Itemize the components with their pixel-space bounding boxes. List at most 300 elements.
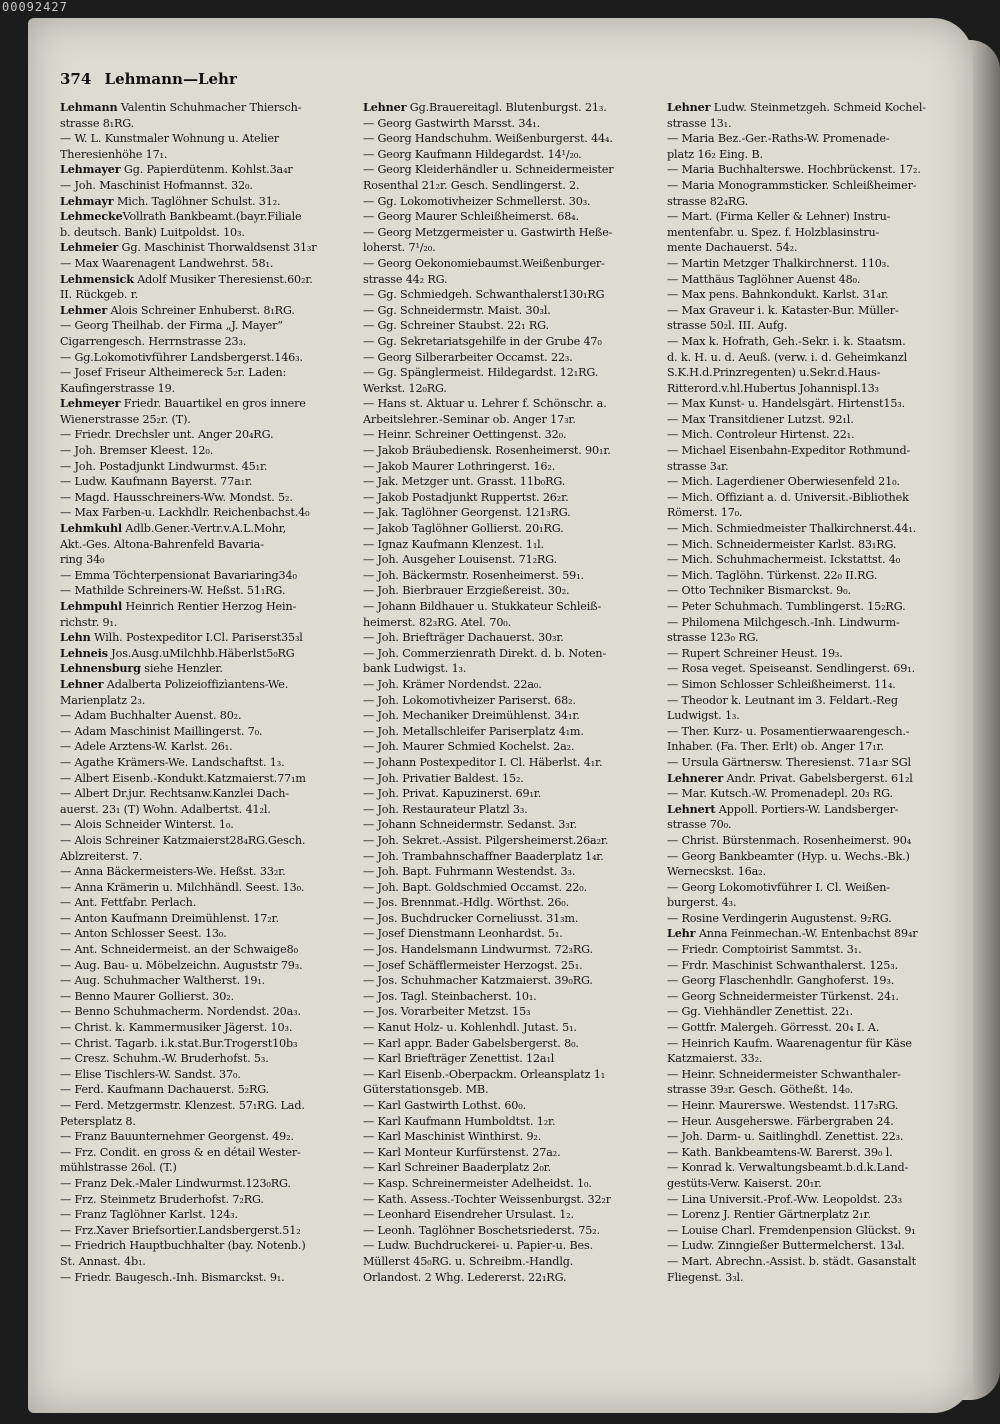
entry-text: — Max Kunst- u. Handelsgärt. Hirtenst15₃. xyxy=(667,397,906,411)
directory-entry-line xyxy=(60,583,355,599)
entry-text: Römerst. 17₀. xyxy=(667,506,743,520)
directory-entry-line xyxy=(60,427,355,443)
entry-text: — Adam Buchhalter Auenst. 80₂. xyxy=(60,709,242,723)
entry-text: — Johann Bildhauer u. Stukkateur Schleiß- xyxy=(363,600,602,613)
directory-entry-line xyxy=(667,802,954,818)
directory-entry-line xyxy=(60,240,355,256)
directory-entry-line xyxy=(667,505,954,521)
entry-text: — Georg Silberarbeiter Occamst. 22₃. xyxy=(363,350,573,364)
directory-entry-line xyxy=(60,459,355,475)
entry-text: — Alois Schreiner Katzmaierst28₄RG.Gesch. xyxy=(60,833,306,847)
entry-text: — Maria Bez.-Ger.-Raths-W. Promenade- xyxy=(667,132,890,146)
entry-text: — Mathilde Schreiners-W. Heßst. 51₁RG. xyxy=(60,584,286,598)
directory-entry-line xyxy=(667,1145,954,1161)
entry-text: St. Annast. 4b₁. xyxy=(60,1254,146,1268)
entry-text: — Agathe Krämers-We. Landschaftst. 1₃. xyxy=(60,755,285,769)
directory-entry-line xyxy=(667,381,954,397)
directory-entry-line xyxy=(60,178,355,194)
entry-text: — Karl appr. Bader Gabelsbergerst. 8₀. xyxy=(363,1036,579,1050)
entry-text: — Georg Bankbeamter (Hyp. u. Wechs.-Bk.) xyxy=(667,849,910,863)
directory-entry-line xyxy=(60,131,355,147)
entry-text: — Josef Friseur Altheimereck 5₂r. Laden: xyxy=(60,366,287,380)
directory-entry-line xyxy=(363,583,660,599)
directory-entry-line xyxy=(667,973,954,989)
entry-text: — Georg Maurer Schleißheimerst. 68₄. xyxy=(363,210,579,224)
entry-text: Gg.Brauereitagl. Blutenburgst. 21₃. xyxy=(406,101,607,114)
directory-entry-line xyxy=(60,926,355,942)
directory-entry-line xyxy=(363,942,660,958)
directory-entry-line xyxy=(667,911,954,927)
entry-text: — Joh. Maschinist Hofmannst. 32₀. xyxy=(60,178,253,192)
directory-entry-line xyxy=(60,162,355,178)
directory-entry-line xyxy=(667,817,954,833)
entry-text: — Gg. Spänglermeist. Hildegardst. 12₁RG. xyxy=(363,366,599,380)
directory-entry-line xyxy=(363,1176,660,1192)
directory-entry-line xyxy=(363,1020,660,1036)
directory-entry-line xyxy=(60,849,355,865)
entry-text: — Benno Schuhmacherm. Nordendst. 20a₃. xyxy=(60,1005,301,1019)
surname-heading: Lehnerer xyxy=(667,770,724,785)
entry-text: — Anna Bäckermeisters-We. Heßst. 33₂r. xyxy=(60,865,286,879)
entry-text: — Joh. Krämer Nordendst. 22a₀. xyxy=(363,677,542,691)
entry-text: — Joh. Privatier Baldest. 15₂. xyxy=(363,771,524,785)
entry-text: — Anna Krämerin u. Milchhändl. Seest. 13₀. xyxy=(60,880,305,894)
entry-text: — Joh. Sekret.-Assist. Pilgersheimerst.26a₂r. xyxy=(363,833,609,847)
entry-text: Gg. Papierdütenm. Kohlst.3a₄r xyxy=(120,163,293,177)
directory-entry-line xyxy=(667,771,954,787)
entry-text: — Jos. Vorarbeiter Metzst. 15₃ xyxy=(363,1005,531,1019)
entry-text: — Max Waarenagent Landwehrst. 58₁. xyxy=(60,256,274,270)
entry-text: — Joh. Briefträger Dachauerst. 30₃r. xyxy=(363,631,564,645)
entry-text: — Lorenz J. Rentier Gärtnerplatz 2₁r. xyxy=(667,1208,871,1222)
directory-entry-line xyxy=(363,1192,660,1208)
entry-text: — Georg Theilhab. der Firma „J. Mayer“ xyxy=(60,319,283,333)
directory-entry-line xyxy=(667,693,954,709)
entry-text: ring 34₀ xyxy=(60,553,105,567)
directory-entry-line xyxy=(363,615,660,631)
entry-text: — Karl Monteur Kurfürstenst. 27a₂. xyxy=(363,1145,561,1159)
entry-text: — Peter Schuhmach. Tumblingerst. 15₂RG. xyxy=(667,600,906,613)
entry-text: — Heur. Ausgeherswe. Färbergraben 24. xyxy=(667,1114,894,1128)
directory-entry-line xyxy=(667,194,954,210)
directory-entry-line xyxy=(363,521,660,537)
entry-text: S.K.H.d.Prinzregenten) u.Sekr.d.Haus- xyxy=(667,366,881,380)
directory-entry-line xyxy=(363,1114,660,1130)
directory-entry-line xyxy=(363,630,660,646)
entry-text: — Josef Dienstmann Leonhardst. 5₁. xyxy=(363,927,563,941)
directory-entry-line xyxy=(60,708,355,724)
entry-text: — Jos. Handelsmann Lindwurmst. 72₃RG. xyxy=(363,943,593,957)
directory-entry-line xyxy=(667,880,954,896)
entry-text: — Joh. Maurer Schmied Kochelst. 2a₂. xyxy=(363,740,575,754)
entry-text: — Joh. Lokomotivheizer Pariserst. 68₂. xyxy=(363,693,576,707)
directory-entry-line xyxy=(667,334,954,350)
entry-text: — Jakob Maurer Lothringerst. 16₂. xyxy=(363,459,556,473)
directory-entry-line xyxy=(667,537,954,553)
entry-text: — Frz. Steinmetz Bruderhofst. 7₂RG. xyxy=(60,1192,264,1206)
directory-entry-line xyxy=(60,973,355,989)
entry-text: Müllerst 45₀RG. u. Schreibm.-Handlg. xyxy=(363,1254,574,1268)
surname-heading: Lehneis xyxy=(60,645,108,660)
entry-text: — Joh. Bapt. Goldschmied Occamst. 22₀. xyxy=(363,880,587,894)
entry-text: — Ferd. Kaufmann Dachauerst. 5₂RG. xyxy=(60,1083,270,1097)
entry-text: — Albert Dr.jur. Rechtsanw.Kanzlei Dach- xyxy=(60,787,289,801)
entry-text: — Gg. Lokomotivheizer Schmellerst. 30₃. xyxy=(363,194,591,208)
entry-text: — Ant. Schneidermeist. an der Schwaige8₀ xyxy=(60,943,298,957)
directory-entry-line xyxy=(667,209,954,225)
entry-text: — Franz Taglöhner Karlst. 124₃. xyxy=(60,1208,238,1222)
entry-text: gestüts-Verw. Kaiserst. 20₁r. xyxy=(667,1176,822,1190)
entry-text: — Rosa veget. Speiseanst. Sendlingerst. 69₁. xyxy=(667,662,915,676)
directory-entry-line xyxy=(60,396,355,412)
directory-entry-line xyxy=(667,942,954,958)
directory-entry-line xyxy=(363,817,660,833)
entry-text: Alois Schreiner Enhuberst. 8₁RG. xyxy=(107,303,295,317)
directory-entry-line xyxy=(667,100,954,116)
directory-entry-line xyxy=(60,568,355,584)
directory-entry-line xyxy=(667,661,954,677)
directory-entry-line xyxy=(363,802,660,818)
entry-text: — Christ. Bürstenmach. Rosenheimerst. 90₄ xyxy=(667,833,912,847)
entry-text: Wilh. Postexpeditor I.Cl. Pariserst35₃l xyxy=(90,631,303,645)
directory-entry-line xyxy=(363,459,660,475)
entry-text: — Friedr. Comptoirist Sammtst. 3₁. xyxy=(667,943,862,957)
entry-text: Arbeitslehrer.-Seminar ob. Anger 17₃r. xyxy=(363,412,576,426)
entry-text: platz 16₂ Eing. B. xyxy=(667,147,763,161)
directory-entry-line xyxy=(667,350,954,366)
directory-entry-line xyxy=(667,1051,954,1067)
directory-entry-line xyxy=(60,474,355,490)
entry-text: strasse 8₁RG. xyxy=(60,116,135,130)
entry-text: loherst. 7¹/₂₀. xyxy=(363,241,436,255)
directory-entry-line xyxy=(667,724,954,740)
entry-text: strasse 44₂ RG. xyxy=(363,272,448,286)
entry-text: — Mart. (Firma Keller & Lehner) Instru- xyxy=(667,210,891,224)
entry-text: — Leonh. Taglöhner Boschetsriederst. 75₂. xyxy=(363,1223,600,1237)
directory-entry-line xyxy=(667,443,954,459)
directory-entry-line xyxy=(60,1020,355,1036)
entry-text: — Jos. Schuhmacher Katzmaierst. 39₀RG. xyxy=(363,974,593,988)
entry-text: mühlstrasse 26₀l. (T.) xyxy=(60,1161,177,1175)
directory-entry-line xyxy=(667,1004,954,1020)
entry-text: — Karl Gastwirth Lothst. 60₀. xyxy=(363,1099,526,1112)
directory-entry-line xyxy=(60,1098,355,1114)
entry-text: — Joh. Bapt. Fuhrmann Westendst. 3₃. xyxy=(363,865,576,879)
entry-text: — Matthäus Taglöhner Auenst 48₀. xyxy=(667,272,861,286)
directory-entry-line xyxy=(667,1160,954,1176)
entry-text: — Jakob Taglöhner Gollierst. 20₁RG. xyxy=(363,522,564,536)
directory-entry-line xyxy=(363,849,660,865)
directory-entry-line xyxy=(363,1270,660,1286)
surname-heading: Lehner xyxy=(363,100,407,114)
directory-entry-line xyxy=(363,989,660,1005)
directory-entry-line xyxy=(363,926,660,942)
directory-entry-line xyxy=(363,100,660,116)
directory-entry-line xyxy=(363,1129,660,1145)
entry-text: mentenfabr. u. Spez. f. Holzblasinstru- xyxy=(667,225,880,239)
directory-entry-line xyxy=(667,1176,954,1192)
directory-entry-line xyxy=(60,942,355,958)
entry-text: — Albert Eisenb.-Kondukt.Katzmaierst.77₁m xyxy=(60,771,306,785)
directory-entry-line xyxy=(667,1036,954,1052)
directory-entry-line xyxy=(363,194,660,210)
directory-entry-line xyxy=(60,209,355,225)
directory-entry-line xyxy=(60,552,355,568)
directory-entry-line xyxy=(60,1207,355,1223)
entry-text: — Mart. Abrechn.-Assist. b. städt. Gasanstalt xyxy=(667,1254,916,1268)
directory-entry-line xyxy=(363,490,660,506)
directory-entry-line xyxy=(60,272,355,288)
surname-heading: Lehnert xyxy=(667,801,716,816)
entry-text: — Karl Eisenb.-Oberpackm. Orleansplatz 1₁ xyxy=(363,1067,606,1081)
entry-text: — Cresz. Schuhm.-W. Bruderhofst. 5₃. xyxy=(60,1052,269,1066)
entry-text: burgerst. 4₃. xyxy=(667,896,737,910)
directory-entry-line xyxy=(60,147,355,163)
directory-entry-line xyxy=(60,771,355,787)
entry-text: — Kath. Bankbeamtens-W. Barerst. 39₀ l. xyxy=(667,1145,893,1159)
directory-entry-line xyxy=(667,1129,954,1145)
entry-text: — Friedr. Baugesch.-Inh. Bismarckst. 9₁. xyxy=(60,1270,285,1284)
entry-text: Wienerstrasse 25₂r. (T). xyxy=(60,412,191,426)
surname-heading: Lehr xyxy=(667,926,696,941)
directory-entry-line xyxy=(60,724,355,740)
entry-text: — Joh. Commerzienrath Direkt. d. b. Noten- xyxy=(363,646,607,660)
entry-text: Akt.-Ges. Altona-Bahrenfeld Bavaria- xyxy=(60,537,264,551)
directory-entry-line xyxy=(363,381,660,397)
directory-entry-line xyxy=(60,1223,355,1239)
directory-entry-line xyxy=(60,1176,355,1192)
directory-entry-line xyxy=(667,131,954,147)
entry-text: — Otto Techniker Bismarckst. 9₀. xyxy=(667,584,851,598)
surname-heading: Lehmecke xyxy=(60,209,123,224)
directory-entry-line xyxy=(60,490,355,506)
directory-entry-line xyxy=(363,708,660,724)
directory-entry-line xyxy=(363,1238,660,1254)
directory-entry-line xyxy=(667,583,954,599)
directory-entry-line xyxy=(667,427,954,443)
entry-text: Kaufingerstrasse 19. xyxy=(60,381,175,395)
directory-entry-line xyxy=(60,100,355,116)
directory-entry-line xyxy=(60,334,355,350)
directory-entry-line xyxy=(60,194,355,210)
entry-text: — Max k. Hofrath, Geh.-Sekr. i. k. Staatsm. xyxy=(667,334,906,348)
entry-text: bank Ludwigst. 1₃. xyxy=(363,662,467,676)
directory-entry-line xyxy=(60,895,355,911)
entry-text: — Joh. Bremser Kleest. 12₀. xyxy=(60,444,214,458)
entry-text: — Georg Gastwirth Marsst. 34₁. xyxy=(363,116,541,130)
entry-text: — Mich. Schuhmachermeist. Ickstattst. 4₀ xyxy=(667,553,901,567)
entry-text: Ludw. Steinmetzgeh. Schmeid Kochel- xyxy=(710,101,926,114)
directory-entry-line xyxy=(363,209,660,225)
entry-text: — Max Transitdiener Lutzst. 92₁l. xyxy=(667,412,854,426)
directory-entry-line xyxy=(667,1238,954,1254)
surname-heading: Lehn xyxy=(60,630,91,645)
entry-text: — Franz Bauunternehmer Georgenst. 49₂. xyxy=(60,1130,294,1144)
directory-entry-line xyxy=(667,552,954,568)
entry-text: strasse 13₁. xyxy=(667,116,732,130)
directory-entry-line xyxy=(60,303,355,319)
directory-entry-line xyxy=(667,1207,954,1223)
directory-entry-line xyxy=(363,958,660,974)
directory-entry-line xyxy=(60,1254,355,1270)
directory-entry-line xyxy=(60,1192,355,1208)
entry-text: — Kanut Holz- u. Kohlenhdl. Jutast. 5₁. xyxy=(363,1021,577,1035)
entry-text: — Karl Maschinist Winthirst. 9₂. xyxy=(363,1130,542,1144)
entry-text: — Ferd. Metzgermstr. Klenzest. 57₁RG. Lad. xyxy=(60,1099,305,1112)
directory-entry-line xyxy=(60,786,355,802)
entry-text: strasse 82₄RG. xyxy=(667,194,749,208)
entry-text: — Joh. Postadjunkt Lindwurmst. 45₁r. xyxy=(60,459,268,473)
entry-text: strasse 39₃r. Gesch. Götheßt. 14₀. xyxy=(667,1083,853,1097)
entry-text: Anna Feinmechan.-W. Entenbachst 89₄r xyxy=(695,927,918,941)
directory-entry-line xyxy=(667,1020,954,1036)
directory-entry-line xyxy=(363,1207,660,1223)
entry-text: — Ant. Fettfabr. Perlach. xyxy=(60,896,197,910)
surname-heading: Lehmpuhl xyxy=(60,599,123,613)
directory-entry-line xyxy=(667,303,954,319)
directory-entry-line xyxy=(363,443,660,459)
directory-entry-line xyxy=(667,677,954,693)
directory-column-2 xyxy=(363,100,660,1285)
directory-entry-line xyxy=(363,1223,660,1239)
entry-text: — Philomena Milchgesch.-Inh. Lindwurm- xyxy=(667,615,900,629)
directory-entry-line xyxy=(363,1051,660,1067)
directory-entry-line xyxy=(60,958,355,974)
entry-text: Werkst. 12₀RG. xyxy=(363,381,447,395)
entry-text: — Joh. Darm- u. Saitlinghdl. Zenettist. 22₃. xyxy=(667,1130,904,1144)
entry-text: — Georg Flaschenhdlr. Ganghoferst. 19₃. xyxy=(667,974,895,988)
entry-text: — Jos. Buchdrucker Corneliusst. 31₃m. xyxy=(363,911,579,925)
entry-text: heimerst. 82₃RG. Atel. 70₀. xyxy=(363,615,512,629)
directory-entry-line xyxy=(667,599,954,615)
entry-text: b. deutsch. Bank) Luitpoldst. 10₃. xyxy=(60,225,245,239)
directory-entry-line xyxy=(60,287,355,303)
directory-entry-line xyxy=(363,911,660,927)
directory-entry-line xyxy=(363,1098,660,1114)
entry-text: — Mich. Schmiedmeister Thalkirchnerst.44₁. xyxy=(667,522,917,536)
entry-text: Gg. Maschinist Thorwaldsenst 31₃r xyxy=(118,241,317,255)
entry-text: — Georg Kaufmann Hildegardst. 14¹/₂₀. xyxy=(363,147,582,161)
directory-entry-line xyxy=(667,225,954,241)
directory-entry-line xyxy=(60,1270,355,1286)
entry-text: — Jos. Tagl. Steinbacherst. 10₁. xyxy=(363,989,537,1003)
entry-text: — Georg Lokomotivführer I. Cl. Weißen- xyxy=(667,880,890,894)
entry-text: — Max pens. Bahnkondukt. Karlst. 31₄r. xyxy=(667,288,889,302)
directory-entry-line xyxy=(363,396,660,412)
entry-text: — Benno Maurer Gollierst. 30₂. xyxy=(60,989,234,1003)
entry-text: — Joh. Bäckermstr. Rosenheimerst. 59₁. xyxy=(363,568,584,582)
entry-text: Heinrich Rentier Herzog Hein- xyxy=(122,600,297,613)
directory-entry-line xyxy=(60,833,355,849)
directory-entry-line xyxy=(667,630,954,646)
directory-entry-line xyxy=(60,739,355,755)
directory-entry-line xyxy=(363,880,660,896)
entry-text: Valentin Schuhmacher Thiersch- xyxy=(117,101,302,114)
directory-entry-line xyxy=(363,1145,660,1161)
entry-text: — Karl Schreiner Baaderplatz 2₀r. xyxy=(363,1161,552,1175)
entry-text: richstr. 9₁. xyxy=(60,615,118,629)
directory-entry-line xyxy=(667,1192,954,1208)
entry-text: — Mich. Controleur Hirtenst. 22₁. xyxy=(667,428,855,442)
scan-id-label: 00092427 xyxy=(2,0,68,14)
entry-text: — Martin Metzger Thalkirchnerst. 110₃. xyxy=(667,256,890,270)
directory-entry-line xyxy=(667,412,954,428)
entry-text: Friedr. Bauartikel en gros innere xyxy=(120,397,306,411)
directory-entry-line xyxy=(363,661,660,677)
entry-text: Güterstationsgeb. MB. xyxy=(363,1083,489,1097)
directory-entry-line xyxy=(667,1114,954,1130)
directory-entry-line xyxy=(60,256,355,272)
entry-text: strasse 70₀. xyxy=(667,818,732,832)
entry-text: — Magd. Hausschreiners-Ww. Mondst. 5₂. xyxy=(60,490,293,504)
directory-entry-line xyxy=(363,833,660,849)
directory-entry-line xyxy=(363,147,660,163)
directory-entry-line xyxy=(667,116,954,132)
directory-entry-line xyxy=(667,240,954,256)
directory-entry-line xyxy=(60,693,355,709)
entry-text: Jos.Ausg.uMilchhb.Häberlst5₀RG xyxy=(107,646,295,660)
entry-text: d. k. H. u. d. Aeuß. (verw. i. d. Geheimkanzl xyxy=(667,350,908,364)
directory-entry-line xyxy=(667,256,954,272)
directory-entry-line xyxy=(667,926,954,942)
directory-entry-line xyxy=(60,225,355,241)
directory-entry-line xyxy=(363,474,660,490)
entry-text: — Mich. Schneidermeister Karlst. 83₁RG. xyxy=(667,537,897,551)
directory-entry-line xyxy=(363,1254,660,1270)
directory-entry-line xyxy=(363,116,660,132)
entry-text: — Jakob Postadjunkt Ruppertst. 26₂r. xyxy=(363,490,569,504)
surname-heading: Lehmann xyxy=(60,100,118,114)
directory-entry-line xyxy=(60,1051,355,1067)
directory-entry-line xyxy=(60,880,355,896)
entry-text: — Rosine Verdingerin Augustenst. 9₂RG. xyxy=(667,911,892,925)
entry-text: — Georg Kleiderhändler u. Schneidermeister xyxy=(363,163,614,177)
entry-text: — Georg Schneidermeister Türkenst. 24₁. xyxy=(667,989,899,1003)
directory-entry-line xyxy=(363,599,660,615)
directory-entry-line xyxy=(667,521,954,537)
directory-entry-line xyxy=(60,365,355,381)
directory-entry-line xyxy=(363,427,660,443)
directory-entry-line xyxy=(667,849,954,865)
directory-entry-line xyxy=(60,1238,355,1254)
entry-text: — Mich. Taglöhn. Türkenst. 22₀ II.RG. xyxy=(667,568,878,582)
entry-text: — Gg. Schreiner Staubst. 22₁ RG. xyxy=(363,319,549,333)
entry-text: auerst. 23₁ (T) Wohn. Adalbertst. 41₂l. xyxy=(60,802,271,816)
surname-heading: Lehmeyer xyxy=(60,396,121,411)
entry-text: strasse 3₄r. xyxy=(667,459,729,473)
entry-text: strasse 50₂l. III. Aufg. xyxy=(667,319,788,333)
entry-text: — Ludw. Buchdruckerei- u. Papier-u. Bes. xyxy=(363,1239,594,1253)
page-number: 374 xyxy=(60,70,92,88)
directory-entry-line xyxy=(363,256,660,272)
directory-entry-line xyxy=(363,412,660,428)
entry-text: — Lina Universit.-Prof.-Ww. Leopoldst. 23₃ xyxy=(667,1192,902,1206)
directory-entry-line xyxy=(60,116,355,132)
directory-entry-line xyxy=(60,802,355,818)
entry-text: — Karl Briefträger Zenettist. 12a₁l xyxy=(363,1052,555,1066)
directory-entry-line xyxy=(60,1067,355,1083)
directory-entry-line xyxy=(667,287,954,303)
directory-entry-line xyxy=(363,771,660,787)
directory-entry-line xyxy=(363,568,660,584)
entry-text: — Joh. Trambahnschaffner Baaderplatz 1₄r. xyxy=(363,849,604,863)
entry-text: — Joh. Ausgeher Louisenst. 71₂RG. xyxy=(363,553,557,567)
directory-entry-line xyxy=(60,630,355,646)
directory-entry-line xyxy=(363,1160,660,1176)
directory-entry-line xyxy=(363,677,660,693)
directory-entry-line xyxy=(667,833,954,849)
entry-text: — Josef Schäfflermeister Herzogst. 25₁. xyxy=(363,958,583,972)
